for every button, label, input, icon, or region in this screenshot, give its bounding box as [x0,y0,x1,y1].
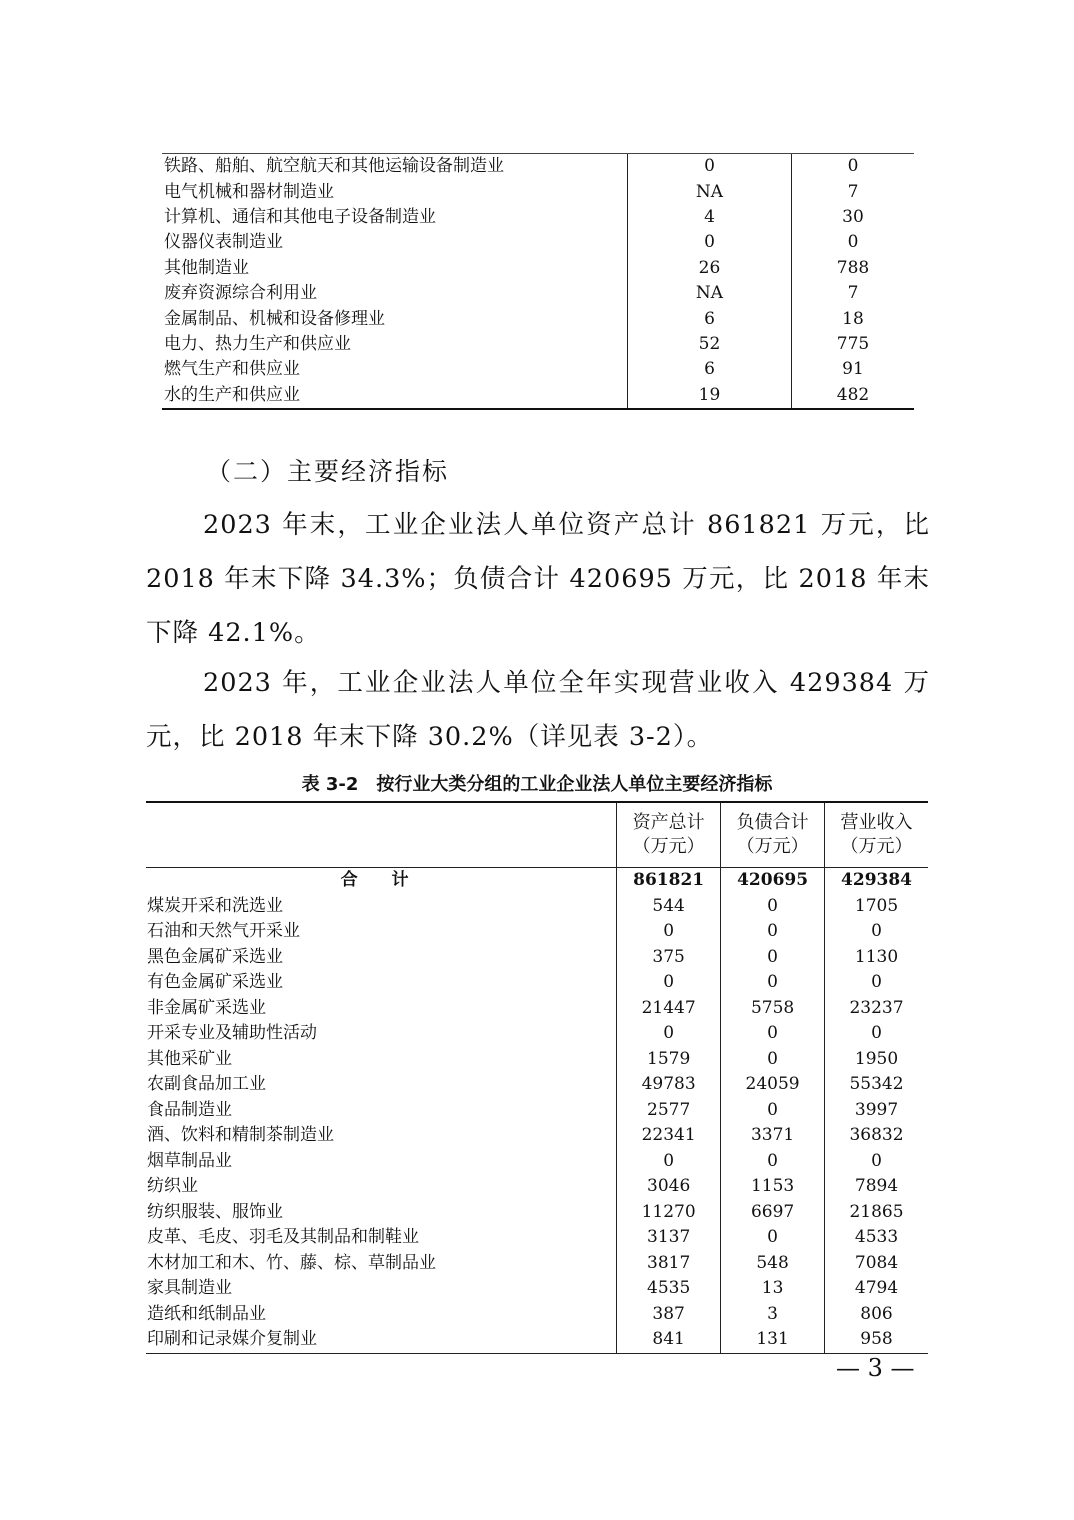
industry-name: 造纸和纸制品业 [147,1303,266,1324]
total-revenue: 429384 [825,868,928,894]
value-col2: 91 [792,357,915,382]
value-col2: 788 [792,256,915,281]
industry-name: 家具制造业 [147,1278,232,1299]
table-row [146,996,928,1022]
revenue-value: 958 [825,1327,928,1353]
liabilities-value: 548 [721,1251,825,1277]
table-header-row [146,802,928,868]
paragraph-assets-liabilities: 2023 年末，工业企业法人单位资产总计 861821 万元，比 2018 年末下降 34.3%；负债合计 420695 万元，比 2018 年末下降 42.1%。 [146,510,930,648]
revenue-value: 0 [825,1149,928,1175]
table-row [146,1251,928,1277]
total-liabilities: 420695 [721,868,825,894]
value-col2: 7 [792,281,915,306]
table-row [146,1225,928,1251]
table-row [146,1174,928,1200]
revenue-value: 1130 [825,945,928,971]
assets-value: 2577 [617,1098,721,1124]
liabilities-value: 0 [721,1149,825,1175]
table-row [162,205,914,230]
table-row [146,1149,928,1175]
liabilities-value: 0 [721,945,825,971]
revenue-value: 1705 [825,894,928,920]
total-row [146,868,928,894]
table-row [162,332,914,357]
assets-value: 22341 [617,1123,721,1149]
assets-value: 841 [617,1327,721,1353]
value-col2: 0 [792,154,915,180]
industry-name: 其他制造业 [164,257,249,278]
value-col2: 482 [792,383,915,409]
assets-value: 49783 [617,1072,721,1098]
table-row [146,1072,928,1098]
industry-name: 其他采矿业 [147,1048,232,1069]
value-col1: 0 [628,154,792,180]
industry-name: 有色金属矿采选业 [147,972,283,993]
value-col1: 4 [628,205,792,230]
table-row [146,970,928,996]
liabilities-value: 0 [721,1047,825,1073]
table-row [146,1302,928,1328]
assets-value: 375 [617,945,721,971]
section-title: （二）主要经济指标 [206,457,450,486]
value-col2: 18 [792,306,915,331]
value-col2: 7 [792,179,915,204]
value-col1: NA [628,281,792,306]
assets-value: 3817 [617,1251,721,1277]
table-row [146,1327,928,1353]
header-assets [617,802,721,868]
liabilities-value: 13 [721,1276,825,1302]
value-col1: 19 [628,383,792,409]
industry-table-continued [162,153,914,410]
industry-name: 农副食品加工业 [147,1074,266,1095]
industry-name: 计算机、通信和其他电子设备制造业 [164,206,436,227]
revenue-value: 21865 [825,1200,928,1226]
industry-name: 石油和天然气开采业 [147,921,300,942]
industry-name: 皮革、毛皮、羽毛及其制品和制鞋业 [147,1227,419,1248]
header-blank [146,802,617,868]
industry-name: 印刷和记录媒介复制业 [146,1327,617,1353]
table-row [162,154,914,180]
value-col1: 26 [628,256,792,281]
header-revenue-unit: （万元） [840,836,913,857]
industry-name: 纺织服装、服饰业 [147,1201,283,1222]
value-col2: 0 [792,230,915,255]
assets-value: 387 [617,1302,721,1328]
table-row [162,306,914,331]
header-liabilities [721,802,825,868]
assets-value: 4535 [617,1276,721,1302]
table-row [146,894,928,920]
revenue-value: 0 [825,1021,928,1047]
page-number: — 3 — [836,1354,915,1382]
value-col1: 6 [628,306,792,331]
industry-name: 电力、热力生产和供应业 [164,333,351,354]
liabilities-value: 131 [721,1327,825,1353]
table-row [162,383,914,409]
industry-name: 燃气生产和供应业 [164,359,300,380]
revenue-value: 4794 [825,1276,928,1302]
revenue-value: 36832 [825,1123,928,1149]
revenue-value: 1950 [825,1047,928,1073]
assets-value: 0 [617,1149,721,1175]
industry-name: 金属制品、机械和设备修理业 [164,308,385,329]
revenue-value: 7894 [825,1174,928,1200]
table-row [162,256,914,281]
table-row [146,1276,928,1302]
liabilities-value: 3371 [721,1123,825,1149]
liabilities-value: 1153 [721,1174,825,1200]
header-assets-label: 资产总计 [632,812,705,833]
liabilities-value: 24059 [721,1072,825,1098]
table-row [146,1200,928,1226]
industry-name: 木材加工和木、竹、藤、棕、草制品业 [147,1252,436,1273]
value-col2: 775 [792,332,915,357]
industry-name: 烟草制品业 [147,1150,232,1171]
industry-name: 煤炭开采和洗选业 [147,895,283,916]
total-label: 合 计 [340,870,423,891]
liabilities-value: 0 [721,1021,825,1047]
table-row [146,919,928,945]
liabilities-value: 0 [721,919,825,945]
assets-value: 11270 [617,1200,721,1226]
industry-name: 开采专业及辅助性活动 [147,1023,317,1044]
table-row [146,1021,928,1047]
liabilities-value: 0 [721,970,825,996]
table-row [162,179,914,204]
value-col1: NA [628,179,792,204]
liabilities-value: 0 [721,1225,825,1251]
value-col1: 0 [628,230,792,255]
revenue-value: 4533 [825,1225,928,1251]
value-col2: 30 [792,205,915,230]
industry-name: 铁路、船舶、航空航天和其他运输设备制造业 [162,154,628,180]
value-col1: 6 [628,357,792,382]
industry-name: 酒、饮料和精制茶制造业 [147,1125,334,1146]
header-liabilities-unit: （万元） [736,836,809,857]
table-row [162,230,914,255]
assets-value: 0 [617,1021,721,1047]
assets-value: 0 [617,919,721,945]
table-row [162,281,914,306]
industry-name: 非金属矿采选业 [147,997,266,1018]
table-row [162,357,914,382]
liabilities-value: 3 [721,1302,825,1328]
assets-value: 3046 [617,1174,721,1200]
header-revenue-label: 营业收入 [840,812,913,833]
revenue-value: 0 [825,970,928,996]
revenue-value: 7084 [825,1251,928,1277]
header-revenue [825,802,928,868]
revenue-value: 806 [825,1302,928,1328]
industry-name: 水的生产和供应业 [162,383,628,409]
value-col1: 52 [628,332,792,357]
assets-value: 544 [617,894,721,920]
header-liabilities-label: 负债合计 [736,812,809,833]
header-assets-unit: （万元） [632,836,705,857]
table-row [146,1098,928,1124]
assets-value: 21447 [617,996,721,1022]
revenue-value: 3997 [825,1098,928,1124]
paragraph-revenue: 2023 年，工业企业法人单位全年实现营业收入 429384 万元，比 2018 年末下降 30.2%（详见表 3-2）。 [146,668,930,752]
table-row [146,1047,928,1073]
revenue-value: 23237 [825,996,928,1022]
table-caption: 表 3-2 按行业大类分组的工业企业法人单位主要经济指标 [301,774,773,795]
assets-value: 1579 [617,1047,721,1073]
industry-name: 纺织业 [147,1176,198,1197]
industry-name: 废弃资源综合利用业 [164,283,317,304]
liabilities-value: 0 [721,894,825,920]
table-row [146,945,928,971]
table-row [146,1123,928,1149]
revenue-value: 0 [825,919,928,945]
revenue-value: 55342 [825,1072,928,1098]
liabilities-value: 5758 [721,996,825,1022]
industry-name: 黑色金属矿采选业 [147,946,283,967]
assets-value: 0 [617,970,721,996]
liabilities-value: 0 [721,1098,825,1124]
assets-value: 3137 [617,1225,721,1251]
economic-indicators-table [146,801,928,1354]
total-assets: 861821 [617,868,721,894]
industry-name: 电气机械和器材制造业 [164,181,334,202]
industry-name: 食品制造业 [147,1099,232,1120]
industry-name: 仪器仪表制造业 [164,232,283,253]
liabilities-value: 6697 [721,1200,825,1226]
